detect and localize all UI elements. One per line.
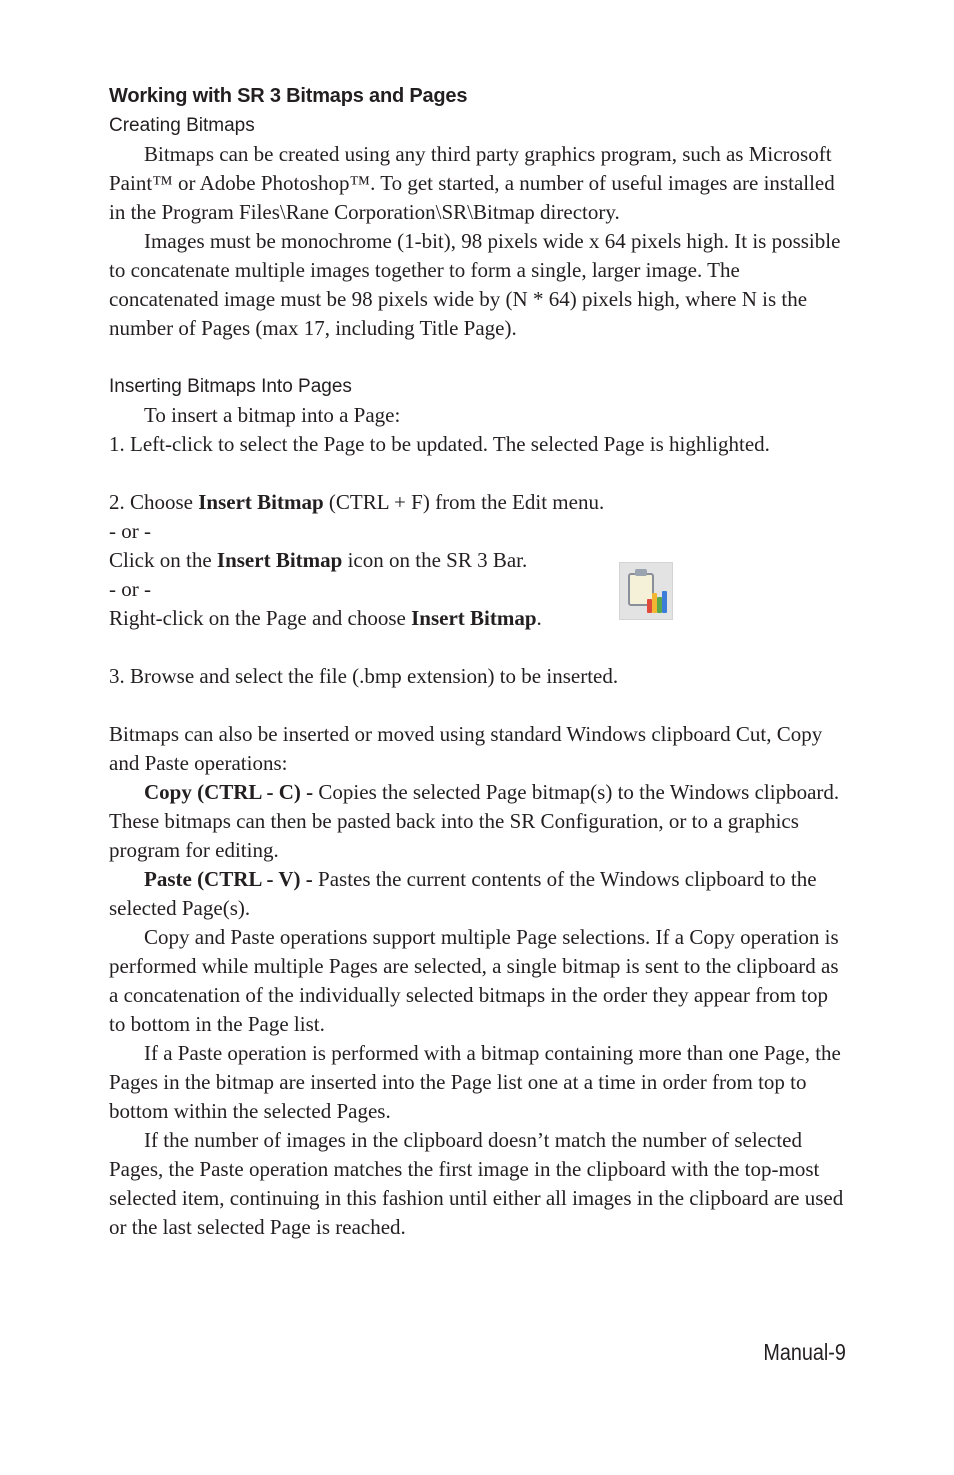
paste-description: Pastes the current contents of the Windows clipboard to the selected Page(s). bbox=[109, 867, 817, 920]
bitmap-bars-icon bbox=[647, 589, 669, 613]
click-text: Click on the bbox=[109, 548, 217, 572]
insert-bitmap-icon bbox=[619, 562, 673, 620]
click-icon-instruction bbox=[109, 546, 849, 575]
page-content bbox=[109, 82, 849, 1242]
clipboard-clip bbox=[635, 569, 647, 576]
paragraph-insert-intro: To insert a bitmap into a Page: bbox=[144, 403, 401, 427]
step-2-text: 2. Choose bbox=[109, 490, 199, 514]
icon-bar bbox=[662, 591, 667, 613]
subheading-inserting-bitmaps: Inserting Bitmaps Into Pages bbox=[109, 376, 352, 397]
step-1: 1. Left-click to select the Page to be updated. The selected Page is highlighted. bbox=[109, 432, 770, 456]
paragraph-paste-multiple: If a Paste operation is performed with a bitmap containing more than one Page, the Pages in the bitmap are inserted into the Page list one at a time in order from top to bottom within the selected Pages. bbox=[109, 1041, 841, 1123]
paragraph-bitmap-programs: Bitmaps can be created using any third party graphics program, such as Microsoft Paint™ or Adobe Photoshop™. To get started, a number of useful images are installed in the Program Files\Rane Corporation\SR\Bitmap directory. bbox=[109, 142, 835, 224]
paragraph-copy bbox=[109, 778, 849, 865]
or-separator: - or - bbox=[109, 577, 151, 601]
step-2-command: Insert Bitmap bbox=[198, 490, 324, 514]
step-2-text-end: (CTRL + F) from the Edit menu. bbox=[323, 490, 605, 514]
paragraph-clipboard-intro: Bitmaps can also be inserted or moved using standard Windows clipboard Cut, Copy and Paste operations: bbox=[109, 722, 823, 775]
paragraph-multiple-selections: Copy and Paste operations support multiple Page selections. If a Copy operation is performed while multiple Pages are selected, a single bitmap is sent to the clipboard as a concatenation of the individually selected bitmaps in the order they appear from top to bottom in the Page list. bbox=[109, 925, 839, 1036]
step-2 bbox=[109, 488, 849, 517]
step-3: 3. Browse and select the file (.bmp extension) to be inserted. bbox=[109, 664, 619, 688]
click-command: Insert Bitmap bbox=[216, 548, 343, 572]
paste-shortcut: Paste (CTRL - V) - bbox=[144, 867, 313, 891]
spacer bbox=[109, 459, 849, 488]
copy-description: Copies the selected Page bitmap(s) to the Windows clipboard. These bitmaps can then be pasted back into the SR Configuration, or to a graphics program for editing. bbox=[109, 780, 840, 862]
paragraph-image-requirements: Images must be monochrome (1-bit), 98 pixels wide x 64 pixels high. It is possible to concatenate multiple images together to form a single, larger image. The concatenated image must be 98 pixels wide by (N * 64) pixels high, where N is the number of Pages (max 17, including Title Page). bbox=[109, 229, 841, 340]
page-number: Manual-9 bbox=[763, 1339, 846, 1365]
spacer bbox=[109, 691, 849, 720]
spacer bbox=[109, 633, 849, 662]
right-click-command: Insert Bitmap bbox=[411, 606, 537, 630]
paragraph-mismatch: If the number of images in the clipboard doesn’t match the number of selected Pages, the Paste operation matches the first image in the clipboard with the top-most selected item, continuing in this fashion until either all images in the clipboard are used or the last selected Page is reached. bbox=[109, 1128, 844, 1239]
or-separator: - or - bbox=[109, 519, 151, 543]
click-text-end: icon on the SR 3 Bar. bbox=[342, 548, 528, 572]
section-title: Working with SR 3 Bitmaps and Pages bbox=[109, 85, 468, 107]
right-click-text-end: . bbox=[536, 606, 542, 630]
subheading-creating-bitmaps: Creating Bitmaps bbox=[109, 115, 255, 136]
right-click-text: Right-click on the Page and choose bbox=[109, 606, 412, 630]
paragraph-paste bbox=[109, 865, 849, 923]
spacer bbox=[109, 343, 849, 372]
copy-shortcut: Copy (CTRL - C) - bbox=[144, 780, 314, 804]
right-click-instruction bbox=[109, 604, 849, 633]
